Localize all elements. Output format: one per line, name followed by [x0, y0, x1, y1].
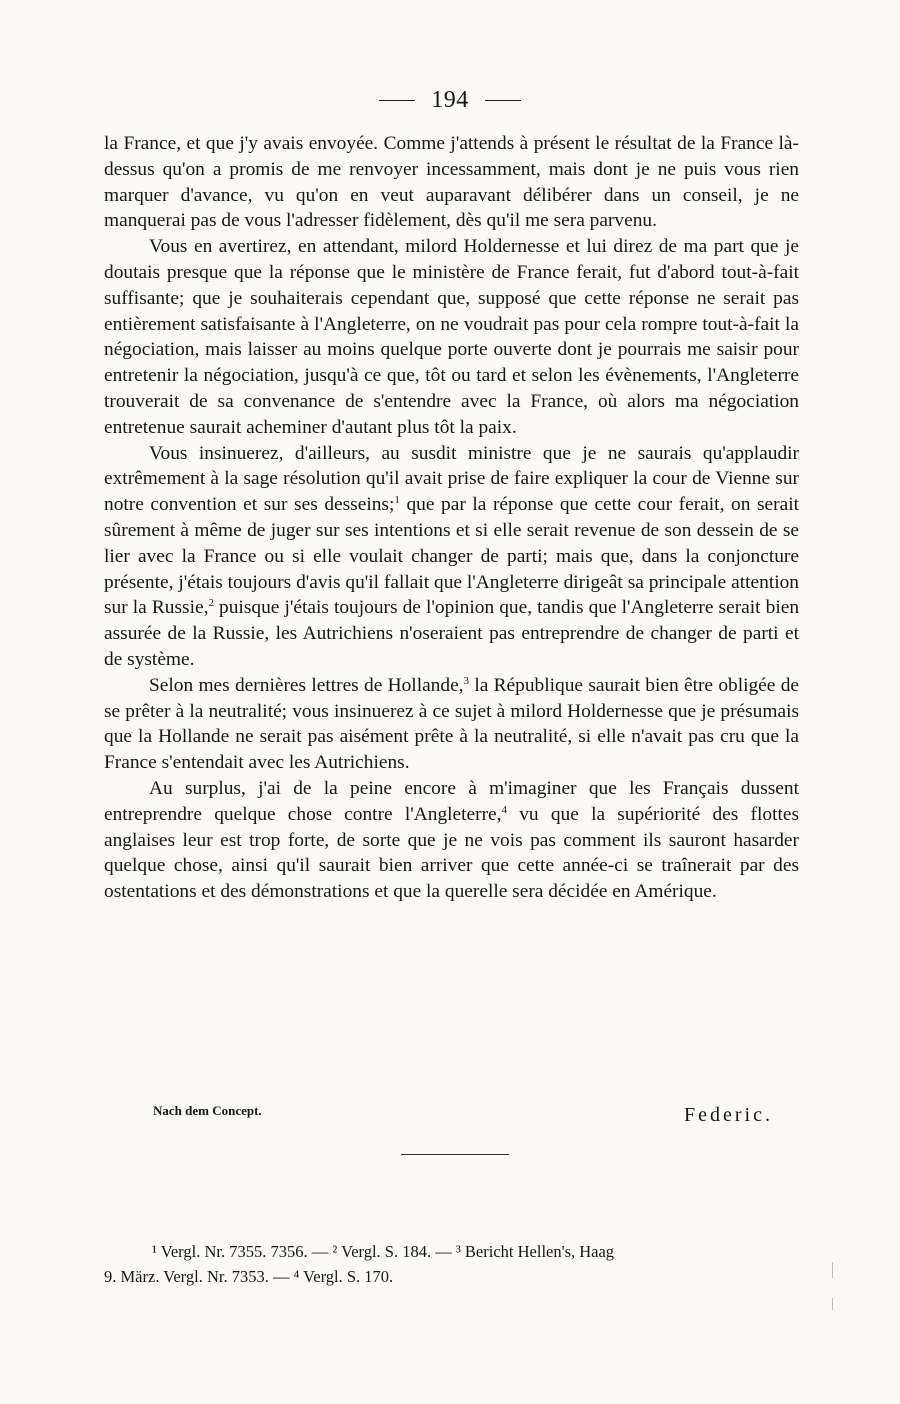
letter-body — [104, 131, 799, 905]
signature: Federic. — [684, 1104, 773, 1126]
paragraph-3-text-b: que par la réponse que cette cour ferait, on serait sûrement à même de juger sur ses intentions et si elle serait revenue de son dessein de se lier avec la France ou si elle voulait changer de parti; mais que, dans la conjoncture présente, j'étais toujours d'avis qu'il fallait que l'Angleterre dirigeât sa principale attention sur la Russie, — [104, 494, 799, 619]
source-note: Nach dem Concept. — [153, 1103, 262, 1118]
margin-mark-1 — [832, 1262, 833, 1278]
page-header — [0, 82, 900, 118]
paragraph-5-text-b: vu que la supériorité des flottes anglaises leur est trop forte, de sorte que je ne vois pas comment ils sauront hasarder quelque chose, ainsi qu'il saurait bien arriver que cette année-ci se traînerait par des ostentations et des démonstrations et que la querelle sera décidée en Amérique. — [104, 803, 799, 903]
footnote-ref-3: 3 — [463, 674, 470, 687]
paragraph-4-text-a: Selon mes dernières lettres de Hollande, — [149, 674, 464, 696]
footnote-ref-4: 4 — [501, 803, 507, 816]
header-dash-left — [379, 100, 415, 101]
paragraph-4 — [104, 673, 799, 776]
footnote-line-2: 9. März. Vergl. Nr. 7353. — ⁴ Vergl. S. 170. — [104, 1267, 394, 1286]
footnote-line-1: ¹ Vergl. Nr. 7355. 7356. — ² Vergl. S. 184. — ³ Bericht Hellen's, Haag — [152, 1242, 615, 1261]
footnote-separator — [401, 1154, 509, 1155]
paragraph-5 — [104, 776, 799, 905]
page-number: 194 — [431, 86, 469, 113]
paragraph-3-text-a: Vous insinuerez, d'ailleurs, au susdit ministre que je ne saurais qu'applaudir extrêmement à la sage résolution qu'il avait prise de faire expliquer la cour de Vienne sur notre convention et sur ses desseins; — [104, 442, 799, 516]
footnotes — [104, 1239, 799, 1289]
paragraph-3-text-c: puisque j'étais toujours de l'opinion que, tandis que l'Angleterre serait bien assurée de la Russie, les Autrichiens n'oseraient pas entreprendre de changer de parti et de système. — [104, 597, 800, 670]
paragraph-4-text-b: la République saurait bien être obligée de se prêter à la neutralité; vous insinuerez à ce sujet à milord Holdernesse que je présumais que la Hollande ne serait pas aisément prête à la neutralité, si elle n'avait pas cru que la France s'entendait avec les Autrichiens. — [104, 674, 799, 774]
footnote-ref-2: 2 — [208, 597, 214, 610]
paragraph-5-text-a: Au surplus, j'ai de la peine encore à m'imaginer que les Français dussent entreprendre quelque chose contre l'Angleterre, — [104, 777, 799, 825]
paragraph-1: la France, et que j'y avais envoyée. Comme j'attends à présent le résultat de la France là-dessus qu'on a promis de me renvoyer incessamment, mais dont je ne puis vous rien marquer d'avance, vu qu'on en veut auparavant délibérer dans un conseil, je ne manquerai pas de vous l'adresser fidèlement, dès qu'il me sera parvenu. — [104, 133, 799, 232]
paragraph-3 — [104, 441, 799, 673]
header-dash-right — [485, 100, 521, 101]
margin-mark-2 — [832, 1298, 833, 1310]
paragraph-2: Vous en avertirez, en attendant, milord Holdernesse et lui direz de ma part que je doutais presque que la réponse que le ministère de France ferait, fut d'abord tout-à-fait suffisante; que je souhaiterais cependant que, supposé que cette réponse ne serait pas entièrement satisfaisante à l'Angleterre, on ne voudrait pas pour cela rompre tout-à-fait la négociation, mais laisser au moins quelque porte ouverte dont je pourrais me saisir pour entretenir la négociation, jusqu'à ce que, tôt ou tard et selon les évènements, l'Angleterre trouverait de sa convenance de s'entendre avec la France, où alors ma négociation entretenue saurait acheminer d'autant plus tôt la paix. — [104, 236, 799, 438]
footnote-ref-1: 1 — [394, 494, 400, 507]
